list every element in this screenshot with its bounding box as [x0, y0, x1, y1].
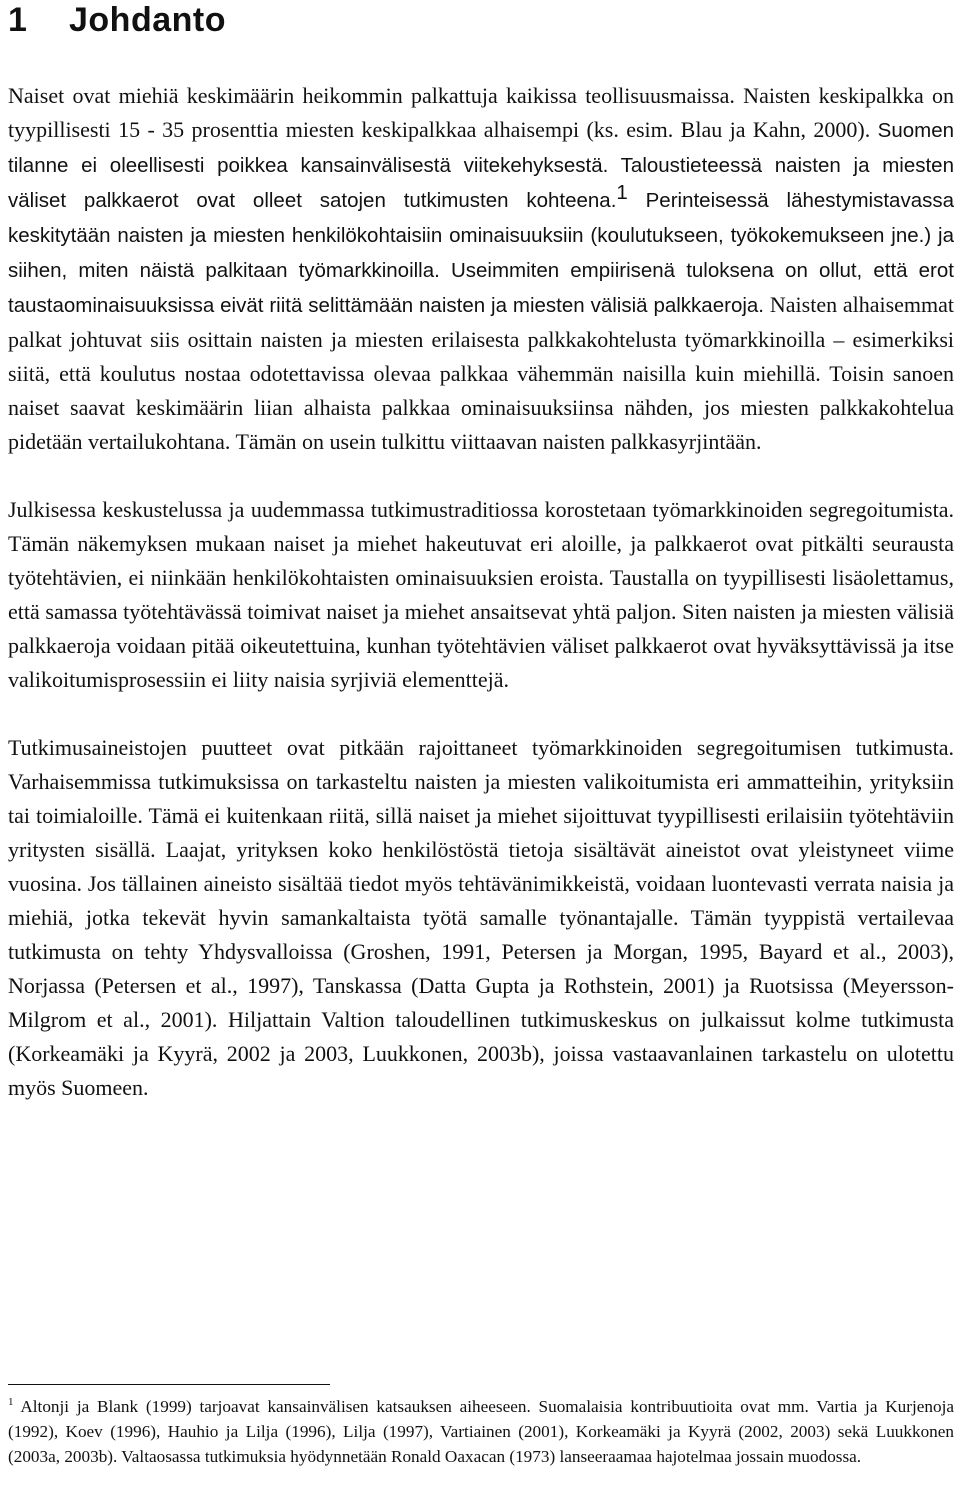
- paragraph-1: [8, 79, 954, 459]
- paragraph-3: Tutkimusaineistojen puutteet ovat pitkään rajoittaneet työmarkkinoiden segregoitumisen tutkimusta. Varhaisemmissa tutkimuksissa on tarkasteltu naisten ja miesten valikoitumista eri ammatteihin, yrityksiin tai toimialoille. Tämä ei kuitenkaan riitä, sillä naiset ja miehet sijoittuvat tyypillisesti erilaisiin työtehtäviin yritysten sisällä. Laajat, yrityksen koko henkilöstöstä tietoja sisältävät aineistot ovat yleistyneet viime vuosina. Jos tällainen aineisto sisältää tiedot myös tehtävänimikkeistä, voidaan luontevasti verrata naisia ja miehiä, jotka tekevät hyvin samankaltaista työtä samalle työnantajalle. Tämän tyyppistä vertailevaa tutkimusta on tehty Yhdysvalloissa (Groshen, 1991, Petersen ja Morgan, 1995, Bayard et al., 2003), Norjassa (Petersen et al., 1997), Tanskassa (Datta Gupta ja Rothstein, 2001) ja Ruotsissa (Meyersson-Milgrom et al., 2001). Hiljattain Valtion taloudellinen tutkimuskeskus on julkaissut kolme tutkimusta (Korkeamäki ja Kyyrä, 2002 ja 2003, Luukkonen, 2003b), joissa vastaavanlainen tarkastelu on ulotettu myös Suomeen.: [8, 735, 954, 1100]
- body-text: [8, 79, 954, 1105]
- document-page: [8, 0, 955, 1466]
- section-number: 1: [8, 1, 28, 39]
- footnote-text: Altonji ja Blank (1999) tarjoavat kansainvälisen katsauksen aiheeseen. Suomalaisia kontribuutioita ovat mm. Vartia ja Kurjenoja (1992), Koev (1996), Hauhio ja Lilja (1996), Lilja (1997), Vartiainen (2001), Korkeamäki ja Kyyrä (2002, 2003) sekä Luukkonen (2003a, 2003b). Valtaosassa tutkimuksia hyödynnetään Ronald Oaxacan (1973) lanseeraamaa hajotelmaa jossain muodossa.: [8, 1397, 954, 1466]
- paragraph-1-part-a: Naiset ovat miehiä keskimäärin heikommin palkattuja kaikissa teollisuusmaissa. Naisten keskipalkka on tyypillisesti 15 - 35 prosenttia miesten keskipalkkaa alhaisempi (ks. esim. Blau ja Kahn, 2000).: [8, 83, 954, 142]
- paragraph-1-part-b: Suomen tilanne ei oleellisesti poikkea kansainvälisestä viitekehyksestä. Taloustieteessä naisten ja miesten väliset palkkaerot ovat olleet satojen tutkimusten kohteena.: [8, 119, 954, 212]
- section-heading: [8, 0, 954, 40]
- footnote-reference[interactable]: 1: [616, 181, 628, 204]
- paragraph-1-part-d: Naisten alhaisemmat palkat johtuvat siis osittain naisten ja miesten erilaisesta palkkakohtelusta työmarkkinoilla – esimerkiksi siitä, että koulutus nostaa odotettavissa olevaa palkkaa vähemmän naisilla kuin miehillä. Toisin sanoen naiset saavat keskimäärin liian alhaista palkkaa ominaisuuksiinsa nähden, jos miesten palkkakohtelua pidetään vertailukohtana. Tämän on usein tulkittu viittaavan naisten palkkasyrjintään.: [8, 292, 955, 454]
- footnote-marker: 1: [8, 1396, 14, 1408]
- paragraph-2: Julkisessa keskustelussa ja uudemmassa tutkimustraditiossa korostetaan työmarkkinoiden segregoitumista. Tämän näkemyksen mukaan naiset ja miehet hakeutuvat eri aloille, ja palkkaerot ovat pitkälti seurausta työtehtävien, ei niinkään henkilökohtaisten ominaisuuksien eroista. Taustalla on tyypillisesti lisäolettamus, että samassa työtehtävässä toimivat naiset ja miehet ansaitsevat yhtä paljon. Siten naisten ja miesten välisiä palkkaeroja voidaan pitää oikeutettuina, kunhan työtehtävien väliset palkkaerot ovat hyväksyttävissä ja itse valikoitumisprosessiin ei liity naisia syrjiviä elementtejä.: [8, 497, 954, 692]
- footnote-separator: [8, 1384, 330, 1385]
- paragraph-1-part-c: Perinteisessä lähestymistavassa keskitytään naisten ja miesten henkilökohtaisiin ominaisuuksiin (koulutukseen, työkokemukseen jne.) ja siihen, miten näistä palkitaan työmarkkinoilla. Useimmiten empiirisenä tuloksena on ollut, että erot taustaominaisuuksissa eivät riitä selittämään naisten ja miesten välisiä palkkaeroja.: [8, 189, 954, 317]
- footnote: [8, 1395, 954, 1469]
- section-title: Johdanto: [69, 1, 226, 39]
